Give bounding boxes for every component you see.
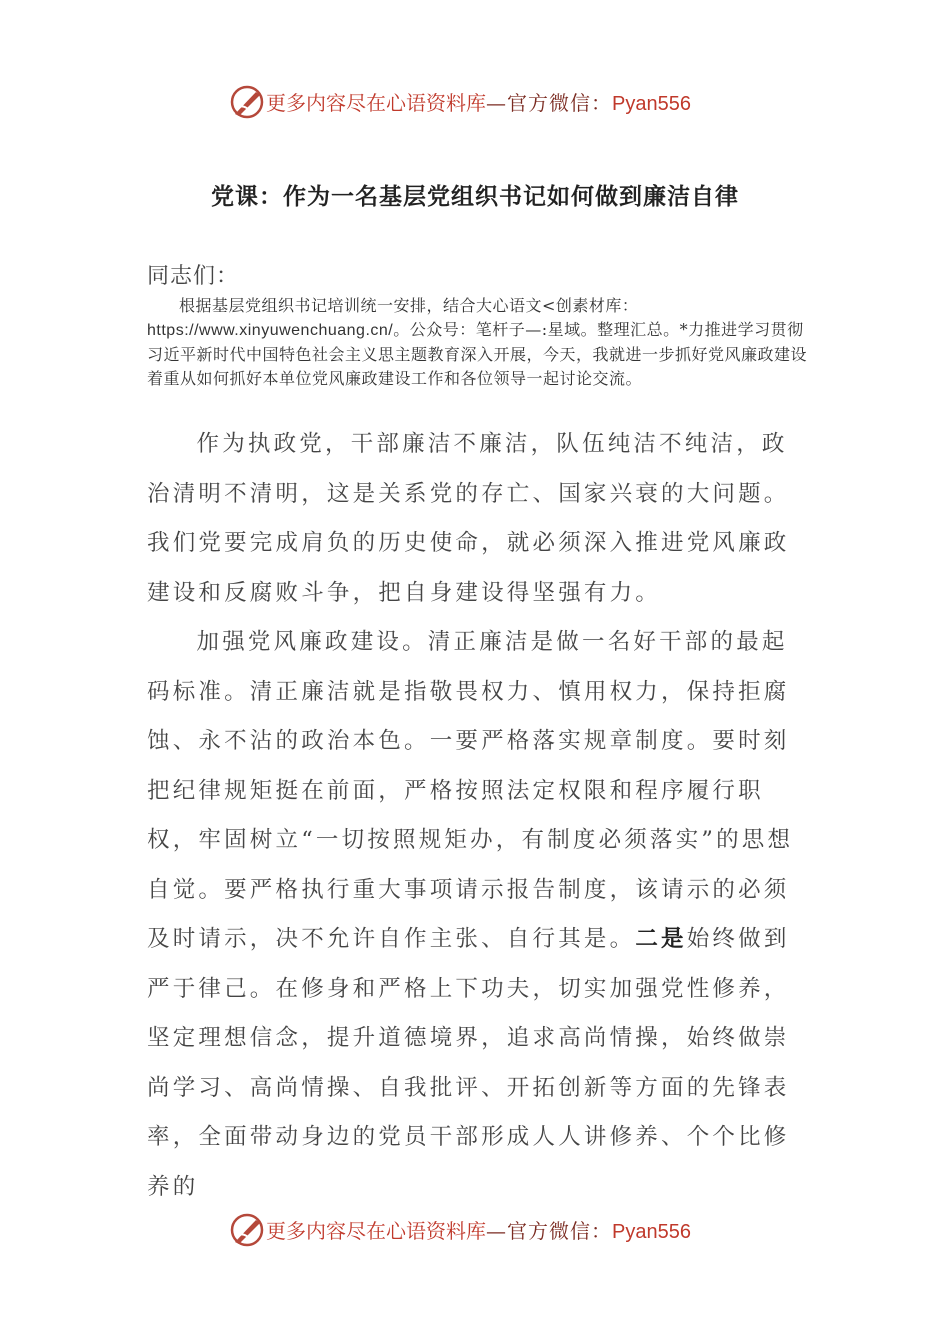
body-paragraph-1: 作为执政党，干部廉洁不廉洁，队伍纯洁不纯洁，政治清明不清明，这是关系党的存亡、国家兴衰的大问题。我们党要完成肩负的历史使命，就必须深入推进党风廉政建设和反腐败斗争，把自身建设得坚强有力。 [147,431,790,606]
banner-site-name: 更多内容尽在心语资料库 [266,1219,486,1243]
intro-text-after: 。公众号：笔杆子—:星域。整理汇总。*力推进学习贯彻习近平新时代中国特色社会主义思主题教育深入开展，今天，我就进一步抓好党风廉政建设着重从如何抓好本单位党风廉政建设工作和各位领导一起讨论交流。 [147,320,808,388]
body-paragraph-2 [147,618,802,1212]
banner-wechat-id: Pyan556 [612,93,691,115]
pen-logo-icon [229,1212,265,1248]
banner-site-name: 更多内容尽在心语资料库 [266,91,486,115]
footer-watermark-banner [0,1212,950,1252]
pen-logo-icon [229,84,265,120]
banner-wechat-id: Pyan556 [612,1221,691,1243]
banner-text [266,87,691,116]
banner-wechat-label: —官方微信： [486,1219,612,1243]
para2-bold-marker: 二是 [635,926,687,952]
document-title: 党课：作为一名基层党组织书记如何做到廉洁自律 [211,183,739,210]
banner-wechat-label: —官方微信： [486,91,612,115]
intro-paragraph [147,294,812,391]
intro-text-before: 根据基层党组织书记培训统一安排，结合大心语文<创素材库： [179,296,639,315]
intro-url: https://www.xinyuwenchuang.cn/ [147,322,394,339]
greeting: 同志们： [147,264,240,289]
para2-text-before: 加强党风廉政建设。清正廉洁是做一名好干部的最起码标准。清正廉洁就是指敬畏权力、慎用权力，保持拒腐蚀、永不沾的政治本色。一要严格落实规章制度。要时刻把纪律规矩挺在前面，严格按照法定权限和程序履行职权，牢固树立“一切按照规矩办，有制度必须落实”的思想自觉。要严格执行重大事项请示报告制度，该请示的必须及时请示，决不允许自作主张、自行其是。 [147,629,794,952]
header-watermark-banner [0,84,950,124]
para2-text-after: 始终做到严于律己。在修身和严格上下功夫，切实加强党性修养，坚定理想信念，提升道德境界，追求高尚情操，始终做崇尚学习、高尚情操、自我批评、开拓创新等方面的先锋表率，全面带动身边的党员干部形成人人讲修养、个个比修养的 [147,926,790,1200]
banner-text [266,1215,691,1244]
